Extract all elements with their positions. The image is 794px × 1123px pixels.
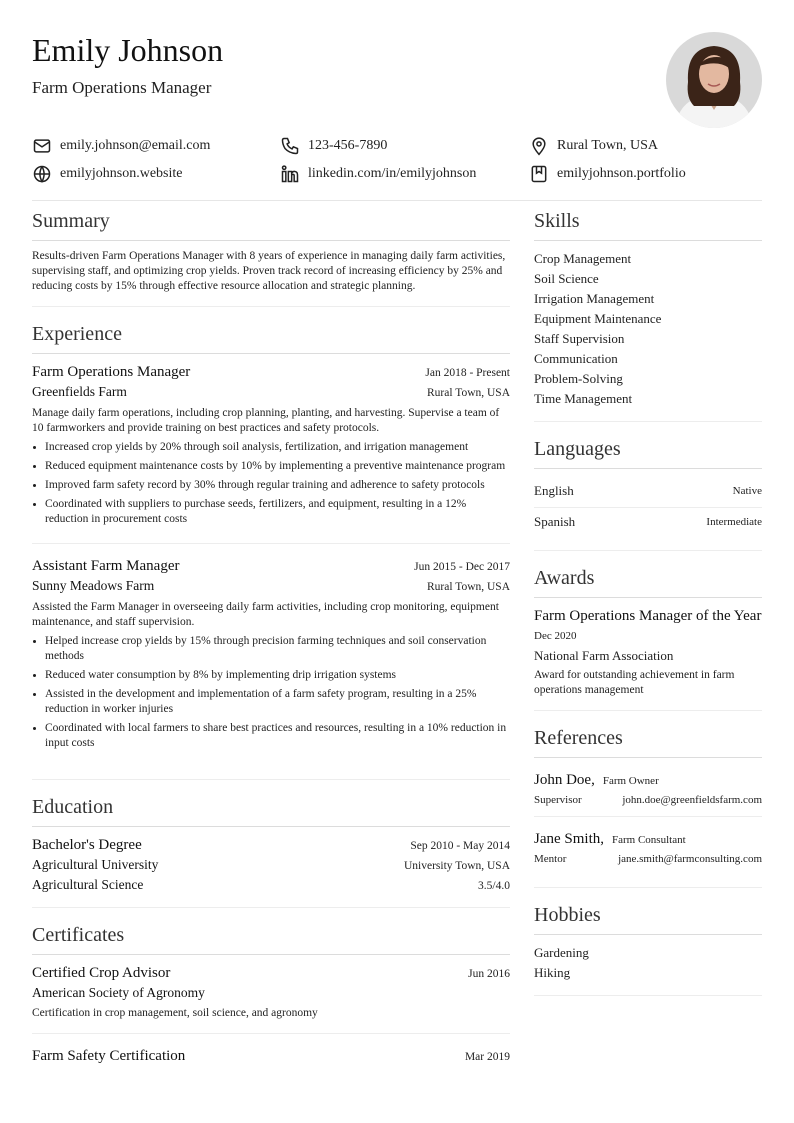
job-title: Assistant Farm Manager <box>32 558 180 574</box>
award-date: Dec 2020 <box>534 630 577 642</box>
experience-heading: Experience <box>32 321 510 354</box>
award-title: Farm Operations Manager of the Year <box>534 608 762 624</box>
contact-email[interactable] <box>32 134 210 158</box>
languages-heading: Languages <box>534 436 762 469</box>
degree: Bachelor's Degree <box>32 837 142 853</box>
reference-relation: Mentor <box>534 853 567 865</box>
language-level: Native <box>732 485 762 497</box>
skill-item: Staff Supervision <box>534 331 625 346</box>
full-name: Emily Johnson <box>32 32 224 68</box>
references-section <box>534 725 762 888</box>
job-bullet: • Coordinated with local farmers to share best practices and resources, resulting in a 10% reduction in input costs <box>45 721 510 751</box>
job-entry <box>32 556 510 767</box>
job-company: Sunny Meadows Farm <box>32 578 155 593</box>
education-dates: Sep 2010 - May 2014 <box>410 840 510 852</box>
job-company: Greenfields Farm <box>32 384 127 399</box>
awards-section <box>534 565 762 711</box>
website-text: emilyjohnson.website <box>60 166 183 181</box>
skill-item: Crop Management <box>534 251 632 266</box>
certificate-name: Farm Safety Certification <box>32 1048 186 1064</box>
phone-text: 123-456-7890 <box>308 138 388 153</box>
references-heading: References <box>534 725 762 758</box>
school-name: Agricultural University <box>32 857 159 872</box>
side-column <box>534 208 762 1010</box>
header-divider <box>32 200 762 201</box>
job-bullet: • Helped increase crop yields by 15% through precision farming techniques and soil conservation methods <box>45 634 510 664</box>
skills-heading: Skills <box>534 208 762 241</box>
reference-entry <box>534 766 762 817</box>
language-item <box>534 477 762 508</box>
certificate-entry <box>32 963 510 1034</box>
languages-section <box>534 436 762 551</box>
hobby-item: Hiking <box>534 965 571 980</box>
language-item <box>534 508 762 538</box>
job-description: Manage daily farm operations, including crop planning, planting, and harvesting. Supervise a team of 10 farmworkers and provide training on best practices and safety protocols. <box>32 407 500 434</box>
skill-item: Communication <box>534 351 618 366</box>
skill-item: Equipment Maintenance <box>534 311 662 326</box>
reference-name: Jane Smith, <box>534 831 604 847</box>
summary-text: Results-driven Farm Operations Manager with 8 years of experience in managing daily farm activities, supervising staff, and optimizing crop yields. Proven track record of increasing efficiency by 25% and reducing costs by 15% through effective resource allocation and strategic planning. <box>32 250 506 292</box>
skill-item: Soil Science <box>534 271 599 286</box>
certificate-name: Certified Crop Advisor <box>32 965 171 981</box>
language-level: Intermediate <box>706 516 762 528</box>
contact-info <box>32 134 762 190</box>
summary-heading: Summary <box>32 208 510 241</box>
skill-item: Problem-Solving <box>534 371 623 386</box>
mail-icon <box>32 136 52 156</box>
portfolio-icon <box>529 164 549 184</box>
skills-section <box>534 208 762 422</box>
job-bullet: • Reduced equipment maintenance costs by 10% by implementing a preventive maintenance program <box>45 459 510 474</box>
hobbies-heading: Hobbies <box>534 902 762 935</box>
contact-linkedin[interactable] <box>280 162 476 186</box>
reference-position: Farm Owner <box>602 775 659 787</box>
job-location: Rural Town, USA <box>427 387 510 399</box>
contact-phone[interactable] <box>280 134 387 158</box>
contact-website[interactable] <box>32 162 183 186</box>
reference-email[interactable]: jane.smith@farmconsulting.com <box>618 853 762 865</box>
job-bullet: • Reduced water consumption by 8% by implementing drip irrigation systems <box>45 668 510 683</box>
email-text: emily.johnson@email.com <box>60 138 211 153</box>
education-heading: Education <box>32 794 510 827</box>
job-title: Farm Operations Manager <box>32 364 191 380</box>
certificate-date: Jun 2016 <box>468 968 510 980</box>
globe-icon <box>32 164 52 184</box>
awards-heading: Awards <box>534 565 762 598</box>
job-entry <box>32 362 510 544</box>
school-location: University Town, USA <box>404 860 510 872</box>
award-issuer: National Farm Association <box>534 648 674 663</box>
job-bullet: • Increased crop yields by 20% through soil analysis, fertilization, and irrigation management <box>45 440 510 455</box>
reference-entry <box>534 825 762 875</box>
job-dates: Jun 2015 - Dec 2017 <box>414 561 510 573</box>
phone-icon <box>280 136 300 156</box>
hobbies-section <box>534 902 762 996</box>
location-text: Rural Town, USA <box>557 138 659 153</box>
job-description: Assisted the Farm Manager in overseeing daily farm activities, including crop monitoring, equipment maintenance, and staff supervision. <box>32 601 499 628</box>
education-section <box>32 794 510 908</box>
reference-position: Farm Consultant <box>612 834 686 846</box>
main-column <box>32 208 510 1066</box>
certificates-heading: Certificates <box>32 922 510 955</box>
certificate-issuer: American Society of Agronomy <box>32 985 205 1000</box>
certificates-section <box>32 922 510 1066</box>
job-bullet: • Improved farm safety record by 30% through regular training and adherence to safety protocols <box>45 478 510 493</box>
contact-portfolio[interactable] <box>529 162 686 186</box>
location-pin-icon <box>529 136 549 156</box>
certificate-entry <box>32 1046 510 1066</box>
linkedin-icon <box>280 164 300 184</box>
reference-relation: Supervisor <box>534 794 582 806</box>
job-location: Rural Town, USA <box>427 581 510 593</box>
portfolio-text: emilyjohnson.portfolio <box>557 166 686 181</box>
experience-section <box>32 321 510 780</box>
skill-item: Time Management <box>534 391 633 406</box>
reference-name: John Doe, <box>534 772 595 788</box>
linkedin-text: linkedin.com/in/emilyjohnson <box>308 166 477 181</box>
job-dates: Jan 2018 - Present <box>425 367 510 379</box>
job-bullets <box>32 634 510 751</box>
profile-photo <box>666 32 762 128</box>
contact-location <box>529 134 658 158</box>
reference-email[interactable]: john.doe@greenfieldsfarm.com <box>622 794 762 806</box>
hobby-item: Gardening <box>534 945 589 960</box>
job-bullet: • Coordinated with suppliers to purchase seeds, fertilizers, and equipment, resulting in a 12% reduction in procurement costs <box>45 497 510 527</box>
job-title: Farm Operations Manager <box>32 78 212 97</box>
summary-section <box>32 208 510 307</box>
field-of-study: Agricultural Science <box>32 877 144 892</box>
award-description: Award for outstanding achievement in farm operations management <box>534 669 735 696</box>
language-name: Spanish <box>534 514 576 529</box>
gpa: 3.5/4.0 <box>478 880 510 892</box>
skill-item: Irrigation Management <box>534 291 655 306</box>
certificate-date: Mar 2019 <box>464 1051 510 1063</box>
language-name: English <box>534 483 574 498</box>
certificate-description: Certification in crop management, soil science, and agronomy <box>32 1007 318 1019</box>
job-bullets <box>32 440 510 527</box>
job-bullet: • Assisted in the development and implementation of a farm safety program, resulting in a 25% reduction in worker injuries <box>45 687 510 717</box>
